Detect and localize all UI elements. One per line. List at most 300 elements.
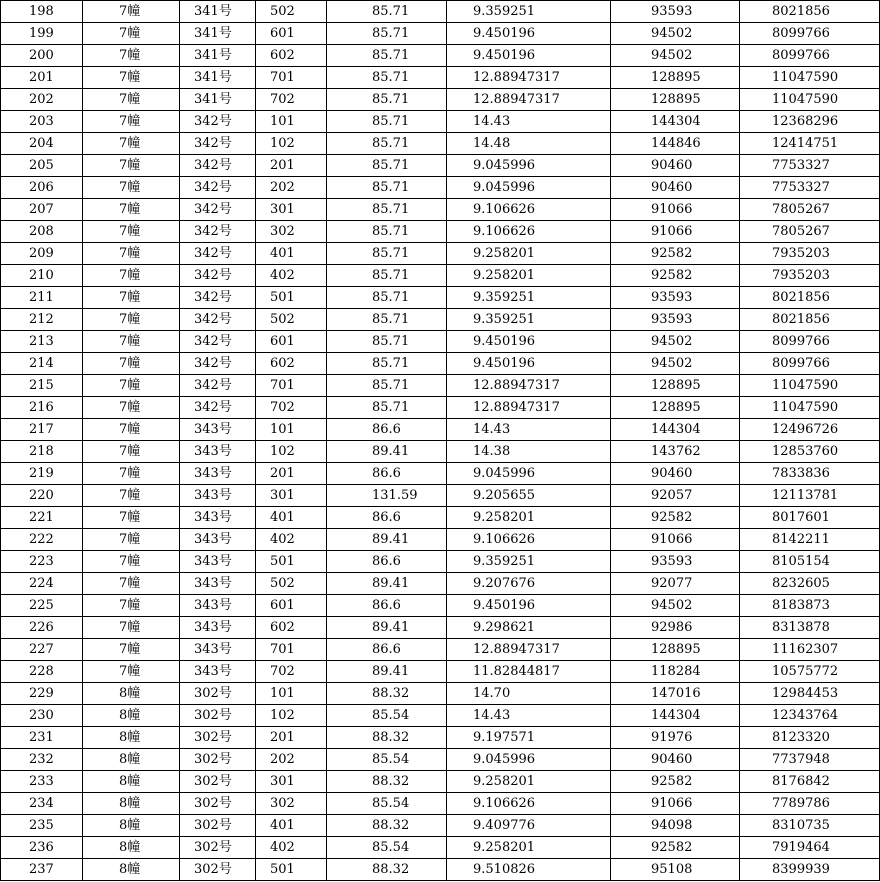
unit-number-cell: 302号	[180, 683, 256, 705]
room-cell: 201	[256, 155, 327, 177]
row-index-cell: 232	[1, 749, 83, 771]
total-price-cell: 8123320	[740, 727, 880, 749]
room-cell: 701	[256, 639, 327, 661]
table-row	[1, 221, 880, 243]
row-index-cell: 217	[1, 419, 83, 441]
area-cell: 88.32	[327, 683, 447, 705]
area-cell: 86.6	[327, 463, 447, 485]
price-rate-cell: 9.197571	[447, 727, 611, 749]
table-row	[1, 573, 880, 595]
table-row	[1, 507, 880, 529]
total-price-cell: 8021856	[740, 1, 880, 23]
area-cell: 89.41	[327, 617, 447, 639]
unit-price-cell: 92582	[611, 265, 740, 287]
unit-price-cell: 94502	[611, 331, 740, 353]
unit-number-cell: 343号	[180, 507, 256, 529]
table-row	[1, 331, 880, 353]
row-index-cell: 203	[1, 111, 83, 133]
area-cell: 88.32	[327, 727, 447, 749]
room-cell: 402	[256, 837, 327, 859]
row-index-cell: 235	[1, 815, 83, 837]
price-rate-cell: 9.207676	[447, 573, 611, 595]
area-cell: 85.71	[327, 353, 447, 375]
area-cell: 86.6	[327, 507, 447, 529]
price-rate-cell: 9.450196	[447, 331, 611, 353]
price-rate-cell: 9.045996	[447, 177, 611, 199]
unit-price-cell: 94502	[611, 23, 740, 45]
total-price-cell: 8399939	[740, 859, 880, 881]
area-cell: 88.32	[327, 771, 447, 793]
table-row	[1, 639, 880, 661]
total-price-cell: 8021856	[740, 309, 880, 331]
unit-price-cell: 92582	[611, 771, 740, 793]
unit-price-cell: 128895	[611, 67, 740, 89]
total-price-cell: 8017601	[740, 507, 880, 529]
building-cell: 7幢	[83, 243, 180, 265]
total-price-cell: 7833836	[740, 463, 880, 485]
building-cell: 7幢	[83, 287, 180, 309]
row-index-cell: 228	[1, 661, 83, 683]
room-cell: 502	[256, 1, 327, 23]
table-row	[1, 485, 880, 507]
total-price-cell: 8176842	[740, 771, 880, 793]
unit-price-cell: 143762	[611, 441, 740, 463]
room-cell: 301	[256, 771, 327, 793]
row-index-cell: 211	[1, 287, 83, 309]
unit-number-cell: 342号	[180, 375, 256, 397]
table-row	[1, 859, 880, 881]
price-rate-cell: 12.88947317	[447, 375, 611, 397]
area-cell: 85.71	[327, 375, 447, 397]
unit-number-cell: 302号	[180, 837, 256, 859]
price-rate-cell: 14.38	[447, 441, 611, 463]
row-index-cell: 229	[1, 683, 83, 705]
price-rate-cell: 9.258201	[447, 771, 611, 793]
row-index-cell: 222	[1, 529, 83, 551]
row-index-cell: 221	[1, 507, 83, 529]
unit-price-cell: 144304	[611, 419, 740, 441]
table-row	[1, 67, 880, 89]
unit-price-cell: 92582	[611, 507, 740, 529]
total-price-cell: 8099766	[740, 45, 880, 67]
row-index-cell: 207	[1, 199, 83, 221]
table-row	[1, 133, 880, 155]
room-cell: 102	[256, 133, 327, 155]
row-index-cell: 201	[1, 67, 83, 89]
room-cell: 402	[256, 265, 327, 287]
area-cell: 85.71	[327, 243, 447, 265]
area-cell: 85.71	[327, 1, 447, 23]
room-cell: 501	[256, 287, 327, 309]
price-rate-cell: 9.258201	[447, 837, 611, 859]
table-row	[1, 661, 880, 683]
total-price-cell: 12414751	[740, 133, 880, 155]
area-cell: 85.54	[327, 749, 447, 771]
price-rate-cell: 9.258201	[447, 507, 611, 529]
building-cell: 8幢	[83, 771, 180, 793]
row-index-cell: 199	[1, 23, 83, 45]
room-cell: 601	[256, 331, 327, 353]
room-cell: 702	[256, 661, 327, 683]
table-row	[1, 287, 880, 309]
total-price-cell: 10575772	[740, 661, 880, 683]
total-price-cell: 7805267	[740, 221, 880, 243]
unit-number-cell: 343号	[180, 639, 256, 661]
area-cell: 85.54	[327, 793, 447, 815]
unit-number-cell: 341号	[180, 45, 256, 67]
row-index-cell: 205	[1, 155, 83, 177]
table-row	[1, 595, 880, 617]
building-cell: 7幢	[83, 111, 180, 133]
row-index-cell: 233	[1, 771, 83, 793]
unit-price-cell: 93593	[611, 309, 740, 331]
unit-price-cell: 94098	[611, 815, 740, 837]
area-cell: 86.6	[327, 595, 447, 617]
row-index-cell: 230	[1, 705, 83, 727]
row-index-cell: 208	[1, 221, 83, 243]
table-row	[1, 353, 880, 375]
price-rate-cell: 12.88947317	[447, 639, 611, 661]
unit-number-cell: 342号	[180, 309, 256, 331]
building-cell: 7幢	[83, 375, 180, 397]
price-rate-cell: 9.258201	[447, 243, 611, 265]
room-cell: 502	[256, 573, 327, 595]
table-row	[1, 771, 880, 793]
price-rate-cell: 9.359251	[447, 287, 611, 309]
row-index-cell: 234	[1, 793, 83, 815]
room-cell: 502	[256, 309, 327, 331]
row-index-cell: 226	[1, 617, 83, 639]
area-cell: 86.6	[327, 639, 447, 661]
price-rate-cell: 9.409776	[447, 815, 611, 837]
building-cell: 7幢	[83, 1, 180, 23]
row-index-cell: 212	[1, 309, 83, 331]
table-row	[1, 375, 880, 397]
room-cell: 402	[256, 529, 327, 551]
building-cell: 7幢	[83, 177, 180, 199]
building-cell: 7幢	[83, 617, 180, 639]
total-price-cell: 8183873	[740, 595, 880, 617]
table-row	[1, 243, 880, 265]
row-index-cell: 236	[1, 837, 83, 859]
building-cell: 7幢	[83, 309, 180, 331]
unit-number-cell: 302号	[180, 859, 256, 881]
area-cell: 85.54	[327, 705, 447, 727]
area-cell: 85.71	[327, 199, 447, 221]
price-rate-cell: 9.298621	[447, 617, 611, 639]
unit-price-cell: 94502	[611, 45, 740, 67]
unit-price-cell: 128895	[611, 89, 740, 111]
area-cell: 85.71	[327, 397, 447, 419]
unit-number-cell: 342号	[180, 111, 256, 133]
unit-price-cell: 93593	[611, 1, 740, 23]
table-row	[1, 265, 880, 287]
building-cell: 8幢	[83, 837, 180, 859]
building-cell: 8幢	[83, 815, 180, 837]
price-rate-cell: 9.450196	[447, 595, 611, 617]
row-index-cell: 215	[1, 375, 83, 397]
unit-price-cell: 128895	[611, 639, 740, 661]
unit-price-cell: 95108	[611, 859, 740, 881]
building-cell: 7幢	[83, 661, 180, 683]
unit-number-cell: 343号	[180, 551, 256, 573]
unit-price-cell: 93593	[611, 551, 740, 573]
price-rate-cell: 9.450196	[447, 353, 611, 375]
price-rate-cell: 9.258201	[447, 265, 611, 287]
total-price-cell: 11162307	[740, 639, 880, 661]
building-cell: 8幢	[83, 705, 180, 727]
room-cell: 602	[256, 353, 327, 375]
building-cell: 7幢	[83, 397, 180, 419]
building-cell: 7幢	[83, 221, 180, 243]
room-cell: 702	[256, 89, 327, 111]
unit-price-cell: 91066	[611, 221, 740, 243]
price-rate-cell: 14.43	[447, 705, 611, 727]
unit-number-cell: 342号	[180, 199, 256, 221]
table-row	[1, 705, 880, 727]
building-cell: 7幢	[83, 419, 180, 441]
building-cell: 7幢	[83, 89, 180, 111]
total-price-cell: 7753327	[740, 155, 880, 177]
total-price-cell: 12343764	[740, 705, 880, 727]
total-price-cell: 7919464	[740, 837, 880, 859]
unit-price-cell: 118284	[611, 661, 740, 683]
building-cell: 8幢	[83, 727, 180, 749]
building-cell: 8幢	[83, 793, 180, 815]
room-cell: 602	[256, 617, 327, 639]
total-price-cell: 12496726	[740, 419, 880, 441]
unit-price-cell: 144304	[611, 705, 740, 727]
price-rate-cell: 9.450196	[447, 23, 611, 45]
area-cell: 85.71	[327, 45, 447, 67]
building-cell: 7幢	[83, 485, 180, 507]
building-cell: 8幢	[83, 749, 180, 771]
room-cell: 401	[256, 815, 327, 837]
total-price-cell: 8313878	[740, 617, 880, 639]
unit-number-cell: 341号	[180, 89, 256, 111]
price-rate-cell: 9.045996	[447, 463, 611, 485]
unit-number-cell: 302号	[180, 749, 256, 771]
unit-price-cell: 128895	[611, 375, 740, 397]
total-price-cell: 7753327	[740, 177, 880, 199]
unit-number-cell: 343号	[180, 485, 256, 507]
unit-number-cell: 342号	[180, 221, 256, 243]
unit-number-cell: 302号	[180, 727, 256, 749]
area-cell: 85.71	[327, 221, 447, 243]
area-cell: 88.32	[327, 815, 447, 837]
table-row	[1, 23, 880, 45]
row-index-cell: 214	[1, 353, 83, 375]
area-cell: 85.71	[327, 265, 447, 287]
area-cell: 85.71	[327, 287, 447, 309]
building-cell: 7幢	[83, 67, 180, 89]
unit-price-cell: 144846	[611, 133, 740, 155]
building-cell: 8幢	[83, 683, 180, 705]
building-cell: 7幢	[83, 133, 180, 155]
total-price-cell: 8232605	[740, 573, 880, 595]
total-price-cell: 7935203	[740, 265, 880, 287]
unit-number-cell: 343号	[180, 529, 256, 551]
total-price-cell: 12113781	[740, 485, 880, 507]
price-rate-cell: 9.106626	[447, 529, 611, 551]
table-row	[1, 177, 880, 199]
building-cell: 7幢	[83, 551, 180, 573]
building-cell: 7幢	[83, 441, 180, 463]
room-cell: 401	[256, 507, 327, 529]
table-row	[1, 397, 880, 419]
row-index-cell: 202	[1, 89, 83, 111]
price-rate-cell: 9.045996	[447, 749, 611, 771]
price-rate-cell: 14.43	[447, 419, 611, 441]
total-price-cell: 12853760	[740, 441, 880, 463]
total-price-cell: 11047590	[740, 397, 880, 419]
room-cell: 501	[256, 551, 327, 573]
total-price-cell: 8310735	[740, 815, 880, 837]
room-cell: 401	[256, 243, 327, 265]
price-rate-cell: 9.106626	[447, 221, 611, 243]
area-cell: 85.71	[327, 111, 447, 133]
unit-number-cell: 343号	[180, 441, 256, 463]
unit-number-cell: 342号	[180, 353, 256, 375]
row-index-cell: 231	[1, 727, 83, 749]
unit-number-cell: 342号	[180, 133, 256, 155]
building-cell: 7幢	[83, 265, 180, 287]
table-row	[1, 463, 880, 485]
total-price-cell: 7805267	[740, 199, 880, 221]
table-row	[1, 683, 880, 705]
table-body	[1, 1, 880, 881]
row-index-cell: 213	[1, 331, 83, 353]
row-index-cell: 227	[1, 639, 83, 661]
building-cell: 8幢	[83, 859, 180, 881]
unit-number-cell: 343号	[180, 573, 256, 595]
room-cell: 702	[256, 397, 327, 419]
unit-price-cell: 92582	[611, 837, 740, 859]
row-index-cell: 219	[1, 463, 83, 485]
unit-number-cell: 343号	[180, 661, 256, 683]
total-price-cell: 11047590	[740, 67, 880, 89]
room-cell: 302	[256, 221, 327, 243]
total-price-cell: 8142211	[740, 529, 880, 551]
total-price-cell: 7935203	[740, 243, 880, 265]
area-cell: 85.71	[327, 177, 447, 199]
area-cell: 85.54	[327, 837, 447, 859]
area-cell: 85.71	[327, 89, 447, 111]
price-rate-cell: 12.88947317	[447, 397, 611, 419]
unit-number-cell: 342号	[180, 265, 256, 287]
table-row	[1, 727, 880, 749]
price-rate-cell: 9.205655	[447, 485, 611, 507]
area-cell: 85.71	[327, 67, 447, 89]
total-price-cell: 11047590	[740, 375, 880, 397]
unit-price-cell: 94502	[611, 595, 740, 617]
area-cell: 89.41	[327, 573, 447, 595]
unit-price-cell: 92057	[611, 485, 740, 507]
price-rate-cell: 9.045996	[447, 155, 611, 177]
table-row	[1, 111, 880, 133]
table-row	[1, 419, 880, 441]
row-index-cell: 218	[1, 441, 83, 463]
unit-number-cell: 343号	[180, 617, 256, 639]
unit-number-cell: 343号	[180, 419, 256, 441]
price-rate-cell: 14.48	[447, 133, 611, 155]
room-cell: 301	[256, 485, 327, 507]
price-rate-cell: 9.106626	[447, 199, 611, 221]
room-cell: 202	[256, 177, 327, 199]
area-cell: 85.71	[327, 331, 447, 353]
area-cell: 86.6	[327, 419, 447, 441]
price-rate-cell: 9.359251	[447, 551, 611, 573]
price-rate-cell: 9.359251	[447, 1, 611, 23]
table-row	[1, 45, 880, 67]
table-row	[1, 199, 880, 221]
table-row	[1, 617, 880, 639]
total-price-cell: 7737948	[740, 749, 880, 771]
room-cell: 201	[256, 727, 327, 749]
building-cell: 7幢	[83, 529, 180, 551]
unit-number-cell: 341号	[180, 1, 256, 23]
table-row	[1, 309, 880, 331]
table-row	[1, 89, 880, 111]
room-cell: 101	[256, 683, 327, 705]
price-rate-cell: 9.106626	[447, 793, 611, 815]
area-cell: 85.71	[327, 23, 447, 45]
price-rate-cell: 14.70	[447, 683, 611, 705]
building-cell: 7幢	[83, 595, 180, 617]
building-cell: 7幢	[83, 507, 180, 529]
area-cell: 89.41	[327, 661, 447, 683]
unit-number-cell: 302号	[180, 815, 256, 837]
unit-number-cell: 343号	[180, 595, 256, 617]
unit-number-cell: 342号	[180, 177, 256, 199]
unit-price-cell: 92582	[611, 243, 740, 265]
room-cell: 501	[256, 859, 327, 881]
table-row	[1, 529, 880, 551]
building-cell: 7幢	[83, 463, 180, 485]
room-cell: 701	[256, 375, 327, 397]
building-cell: 7幢	[83, 573, 180, 595]
price-rate-cell: 12.88947317	[447, 89, 611, 111]
room-cell: 302	[256, 793, 327, 815]
area-cell: 85.71	[327, 155, 447, 177]
row-index-cell: 225	[1, 595, 83, 617]
unit-price-cell: 91066	[611, 793, 740, 815]
room-cell: 101	[256, 111, 327, 133]
unit-number-cell: 342号	[180, 155, 256, 177]
unit-price-cell: 91976	[611, 727, 740, 749]
total-price-cell: 12368296	[740, 111, 880, 133]
room-cell: 301	[256, 199, 327, 221]
area-cell: 85.71	[327, 133, 447, 155]
room-cell: 701	[256, 67, 327, 89]
table-row	[1, 155, 880, 177]
row-index-cell: 209	[1, 243, 83, 265]
unit-number-cell: 302号	[180, 705, 256, 727]
row-index-cell: 220	[1, 485, 83, 507]
unit-price-cell: 144304	[611, 111, 740, 133]
unit-number-cell: 342号	[180, 331, 256, 353]
unit-price-cell: 93593	[611, 287, 740, 309]
room-cell: 602	[256, 45, 327, 67]
row-index-cell: 223	[1, 551, 83, 573]
total-price-cell: 8099766	[740, 331, 880, 353]
unit-price-cell: 90460	[611, 749, 740, 771]
room-cell: 202	[256, 749, 327, 771]
unit-price-cell: 90460	[611, 463, 740, 485]
unit-number-cell: 302号	[180, 793, 256, 815]
price-rate-cell: 11.82844817	[447, 661, 611, 683]
unit-price-cell: 92986	[611, 617, 740, 639]
